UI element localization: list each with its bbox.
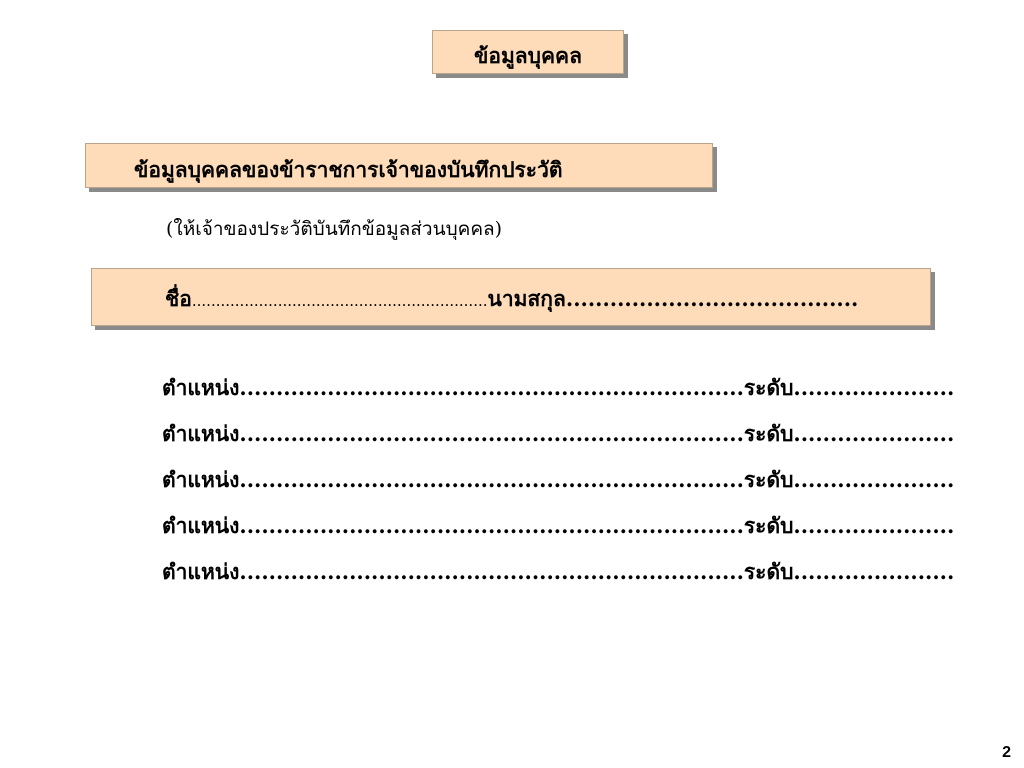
position-row bbox=[162, 556, 954, 602]
position-field[interactable]: ..................................................................... bbox=[239, 421, 744, 446]
position-label: ตำแหน่ง bbox=[162, 513, 240, 538]
level-label: ระดับ bbox=[743, 467, 794, 492]
first-name-field[interactable]: .............................................................. bbox=[191, 292, 488, 310]
position-label: ตำแหน่ง bbox=[162, 559, 240, 584]
position-label: ตำแหน่ง bbox=[162, 421, 240, 446]
position-row bbox=[162, 418, 954, 464]
page-title: ข้อมูลบุคคล bbox=[474, 43, 582, 68]
position-label: ตำแหน่ง bbox=[162, 375, 240, 400]
name-row bbox=[165, 283, 858, 316]
title-box bbox=[432, 30, 624, 74]
level-label: ระดับ bbox=[743, 375, 794, 400]
section-heading: ข้อมูลบุคคลของข้าราชการเจ้าของบันทึกประวัติ bbox=[134, 157, 563, 182]
position-field[interactable]: ..................................................................... bbox=[239, 375, 744, 400]
position-field[interactable]: ..................................................................... bbox=[239, 559, 744, 584]
position-row bbox=[162, 510, 954, 556]
last-name-field[interactable]: ........................................ bbox=[565, 286, 859, 311]
position-field[interactable]: ..................................................................... bbox=[239, 467, 744, 492]
position-row bbox=[162, 464, 954, 510]
level-label: ระดับ bbox=[743, 421, 794, 446]
instruction-text: (ให้เจ้าของประวัติบันทึกข้อมูลส่วนบุคคล) bbox=[166, 218, 503, 240]
position-field[interactable]: ..................................................................... bbox=[239, 513, 744, 538]
level-label: ระดับ bbox=[743, 513, 794, 538]
page-number: 2 bbox=[1002, 744, 1011, 761]
level-field[interactable]: ...................... bbox=[793, 375, 955, 400]
position-list bbox=[162, 372, 954, 602]
name-box bbox=[91, 268, 931, 326]
last-name-label: นามสกุล bbox=[487, 286, 566, 311]
level-field[interactable]: ...................... bbox=[793, 421, 955, 446]
position-label: ตำแหน่ง bbox=[162, 467, 240, 492]
position-row bbox=[162, 372, 954, 418]
level-label: ระดับ bbox=[743, 559, 794, 584]
level-field[interactable]: ...................... bbox=[793, 467, 955, 492]
level-field[interactable]: ...................... bbox=[793, 559, 955, 584]
first-name-label: ชื่อ bbox=[165, 286, 192, 311]
subheading-box bbox=[85, 143, 713, 188]
level-field[interactable]: ...................... bbox=[793, 513, 955, 538]
